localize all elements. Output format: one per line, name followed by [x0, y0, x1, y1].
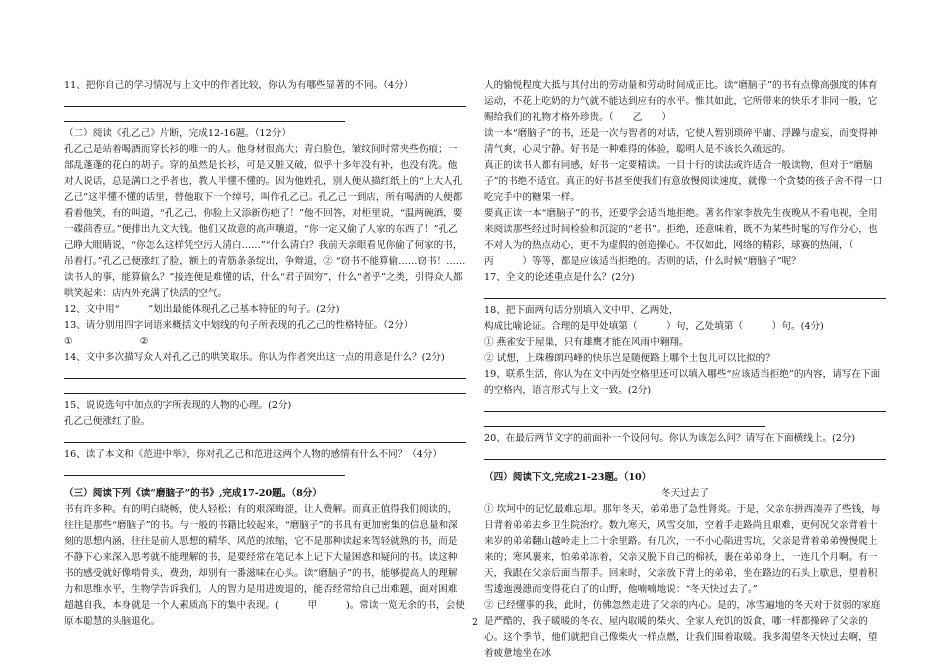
- article-title: 冬天过去了: [661, 488, 709, 499]
- answer-line: [64, 465, 345, 476]
- section-4-heading: （四）阅读下文,完成21-23题。（10）: [484, 472, 652, 483]
- question-13: 13、请分别用四字词语来概括文中划线的句子所表现的孔乙己的性格特征。（2分）: [64, 320, 414, 331]
- answer-line: [484, 288, 886, 299]
- passage-paragraph: 读一本“磨脑子”的书，还是一次与智者的对话，它使人暂别琐碎平庸、浮躁与虚妄，而变得神清气爽，心灵宁静。好书是一种难得的体验，聪明人是不该长久疏远的。: [484, 128, 878, 155]
- question-19: 19、联系生活，你认为在文中丙处空格里还可以填入哪些“应该适当拒绝”的内容，请写在下面的空格内，语言形式与上文一致。(2分): [484, 369, 881, 396]
- passage-paragraph: 人的愉悦程度大抵与其付出的劳动量和劳动时间成正比。读“磨脑子”的书有点像高强度的体育运动，不花上吃奶的力气就不能达到应有的水平。惟其如此，它所带来的快乐才非同一般，它赐给我们的礼物才格外珍贵。（ 乙 ）: [484, 80, 878, 123]
- answer-line: [64, 96, 466, 107]
- question-20: 20、在最后两节文字的前面补一个设问句。你认为该怎么问？请写在下面横线上。(2分): [484, 433, 856, 444]
- kong-yiji-passage: 孔乙己是站着喝酒而穿长衫的唯一的人。他身材很高大；青白脸色，皱纹间时常夹些伤痕；一部乱蓬蓬的花白的胡子。穿的虽然是长衫，可是又脏又破，似乎十多年没有补，也没有洗。他对人说话，总是满口之乎者也，教人半懂不懂的。因为他姓孔，别人便从描红纸上的“上大人孔乙己”这半懂不懂的话里，替他取下一个绰号，叫作孔乙己。孔乙己一到店，所有喝酒的人便都看着他笑，有的叫道，“孔乙己，你脸上又添新伤疤了！”他不回答，对柜里说，“温两碗酒，要一碟茴香豆。”便排出九文大钱。他们又故意的高声嚷道，“你一定又偷了人家的东西了！”孔乙己睁大眼睛说，“你怎么这样凭空污人清白……”“什么清白？我前天亲眼看见你偷了何家的书，吊着打。”孔乙己便涨红了脸，额上的青筋条条绽出，争辩道，② “窃书不能算偷……窃书！……读书人的事，能算偷么？”接连便是难懂的话，什么“君子固穷”，什么“者乎”之类，引得众人都哄笑起来：店内外充满了快活的空气。: [64, 144, 466, 299]
- answer-line: [484, 416, 765, 427]
- question-14: 14、文中多次描写众人对孔乙己的哄笑取乐。你认为作者突出这一点的用意是什么？(2分): [64, 352, 445, 363]
- question-12: 12、文中用“ ”划出最能体现孔乙己基本特征的句子。(2分): [64, 304, 340, 315]
- page-number: 2: [472, 618, 478, 628]
- option-sentence-2: ② 试想，上珠穆朗玛峰的快乐岂是随便路上哪个土包儿可以比拟的？: [484, 353, 775, 364]
- question-13-blanks: ① ②: [64, 336, 149, 347]
- section-3-heading: （三）阅读下列《读“磨脑子”的书》,完成17-20题。（8分）: [64, 488, 322, 499]
- question-18-detail: 构成比喻论证。合理的是甲处填第（ ）句，乙处填第（ ）句。(4分): [484, 321, 824, 332]
- answer-line: [64, 383, 466, 394]
- question-17: 17、全文的论述重点是什么？(2分): [484, 272, 635, 283]
- right-column: [484, 78, 892, 662]
- option-sentence-1: ① 燕雀安于屋巢，只有雄鹰才能在风雨中翱翔。: [484, 337, 689, 348]
- answer-line: [64, 368, 466, 379]
- passage-paragraph: ① 坎坷中的记忆最难忘却。那年冬天，弟弟患了急性肾炎。于是，父亲东拼西凑弄了些钱，每日背着弟弟去乡卫生院治疗。数九寒天，风雪交加，空着手走路尚且艰难，更何况父亲背着十来岁的弟弟翻山越岭走上二十余里路。有几次，一不小心陷进雪坑，父亲是背着弟弟慢慢爬上来的；寒风裹来，怕弟弟冻着，父亲又脱下自己的棉袄，裹在弟弟身上，一连几个月啊。有一天，我跟在父亲后面当帮手。回来时，父亲放下背上的弟弟，坐在路边的石头上歇息，望着积雪逶迤漫漶而变得花白了的山野，他喃喃地说：“冬天快过去了。”: [484, 504, 881, 595]
- answer-line: [484, 401, 886, 412]
- section-2-heading: （二）阅读《孔乙己》片断，完成12-16题。（12分）: [64, 128, 291, 139]
- question-11: 11、把你自己的学习情况与上文中的作者比较，你认为有哪些显著的不同。（4分）: [64, 80, 414, 91]
- answer-line: [484, 449, 886, 460]
- reading-passage: 书有许多种。有的明白晓畅，使人轻松；有的艰深晦涩，让人费解。而真正值得我们阅读的，往往是那些“磨脑子”的书。与一般的书籍比较起来，“磨脑子”的书具有更加密集的信息量和深刻的思想内涵，往往是前人思想的精华、风范的浓缩，它不是那种读起来驾轻就熟的书，而是不静下心来深入思考就不能理解的书，是要经常在笔记本上记下大量困惑和疑问的书。读这种书的感受就好像啃骨头，费劲，却别有一番滋味在心头。读“磨脑子”的书，能够提高人的理解力和思维水平，生物学告诉我们，人的智力是用进废退的，能否经常给自己出难题，面对困难超越自我，本身就是一个人素质高下的集中表现。( 甲 )。常读一览无余的书，会使原本聪慧的头脑退化。: [64, 504, 465, 627]
- passage-paragraph: ② 已经懂事的我，此时，仿佛忽然走进了父亲的内心。是的，冰雪遍地的冬天对于贫弱的家庭是严酷的，我子暖暖的冬衣、屋内取暖的柴火、全家人充饥的饭食，哪一样都操碎了父亲的心。这个季节，他们就把自己像柴火一样点燃，让我们围着取暖。我多渴望冬天快过去啊，望着疲惫地坐在冰: [484, 600, 881, 659]
- question-15-sentence: 孔乙己便涨红了脸。: [64, 416, 151, 427]
- answer-line: [64, 432, 466, 443]
- passage-paragraph: 要真正读一本“磨脑子”的书，还要学会适当地拒绝。著名作家李敖先生夜晚从不看电视，全用来阅读那些经过时间检验和沉淀的“老书”。拒绝，还意味着，既不为某些时髦的写作分心，也不对人为的热点动心，更不为虚假的创造操心。不仅如此，网络的精彩，球赛的热闹，（ 丙 ）等等，都是应该适当拒绝的。否则的话，什么时候“磨脑子”呢？: [484, 208, 892, 267]
- question-16: 16、读了本文和《范进中举》，你对孔乙己和范进这两个人物的感情有什么不同？（4分）: [64, 449, 443, 460]
- answer-line: [64, 111, 345, 122]
- passage-paragraph: 真正的读书人都有同感，好书一定要精读。一目十行的读法或许适合一般读物，但对于“磨脑子”的书绝不适宜。真正的好书甚至使我们有意放慢阅读速度，就像一个贪婪的孩子舍不得一口吃完手中的糖果一样。: [484, 160, 883, 203]
- left-column: [64, 78, 466, 630]
- question-18: 18、把下面两句话分别填入文中甲、乙两处，: [484, 305, 679, 316]
- question-15: 15、说说选句中加点的字所表现的人物的心理。(2分): [64, 400, 292, 411]
